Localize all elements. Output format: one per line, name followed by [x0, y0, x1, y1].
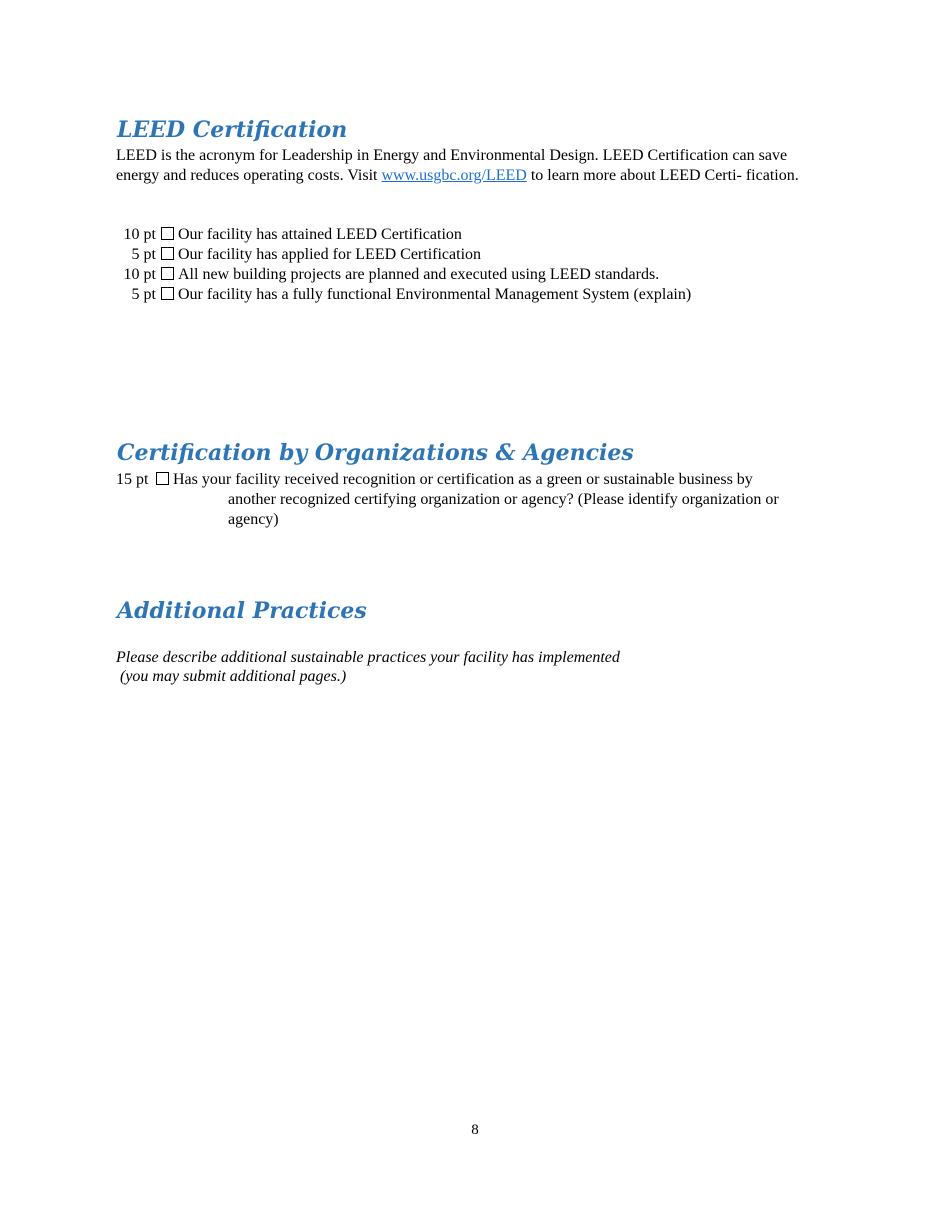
additional-instructions: Please describe additional sustainable practices your facility has implemented	[116, 649, 620, 666]
item-label: Our facility has a fully functional Environmental Management System (explain)	[178, 286, 692, 303]
leed-section-title: LEED Certification	[117, 117, 348, 143]
leed-attained-checkbox[interactable]	[161, 227, 174, 240]
agencies-section-title: Certification by Organizations & Agencies	[117, 440, 634, 466]
question-line-3: agency)	[228, 511, 279, 528]
additional-note: (you may submit additional pages.)	[120, 668, 347, 685]
leed-intro	[116, 146, 832, 186]
agency-certification-question	[116, 470, 836, 530]
leed-item	[116, 225, 462, 245]
item-label: All new building projects are planned and executed using LEED standards.	[178, 266, 660, 283]
usgbc-link[interactable]: www.usgbc.org/LEED	[381, 167, 527, 184]
points-label: 15 pt	[116, 471, 149, 488]
leed-intro-text: LEED is the acronym for Leadership in Energy and Environmental Design. LEED Certification can save energy and reduces operating costs. Visit	[116, 147, 788, 184]
item-label: Our facility has attained LEED Certification	[178, 226, 462, 243]
ems-checkbox[interactable]	[161, 287, 174, 300]
leed-standards-checkbox[interactable]	[161, 267, 174, 280]
points-label: 10 pt	[123, 226, 156, 243]
leed-applied-checkbox[interactable]	[161, 247, 174, 260]
leed-item	[116, 265, 659, 285]
item-label: Our facility has applied for LEED Certification	[178, 246, 482, 263]
question-line-2: another recognized certifying organization or agency? (Please identify organization or	[228, 491, 779, 508]
question-line-1: Has your facility received recognition or certification as a green or sustainable business by	[173, 471, 753, 488]
points-label: 5 pt	[131, 286, 156, 303]
leed-item	[116, 245, 481, 265]
leed-item	[116, 285, 691, 305]
points-label: 10 pt	[123, 266, 156, 283]
page-number: 8	[471, 1122, 479, 1138]
agency-certification-checkbox[interactable]	[156, 472, 169, 485]
additional-section-title: Additional Practices	[117, 598, 367, 624]
points-label: 5 pt	[131, 246, 156, 263]
leed-intro-text-end: to learn more about LEED Certi- fication.	[526, 167, 799, 184]
